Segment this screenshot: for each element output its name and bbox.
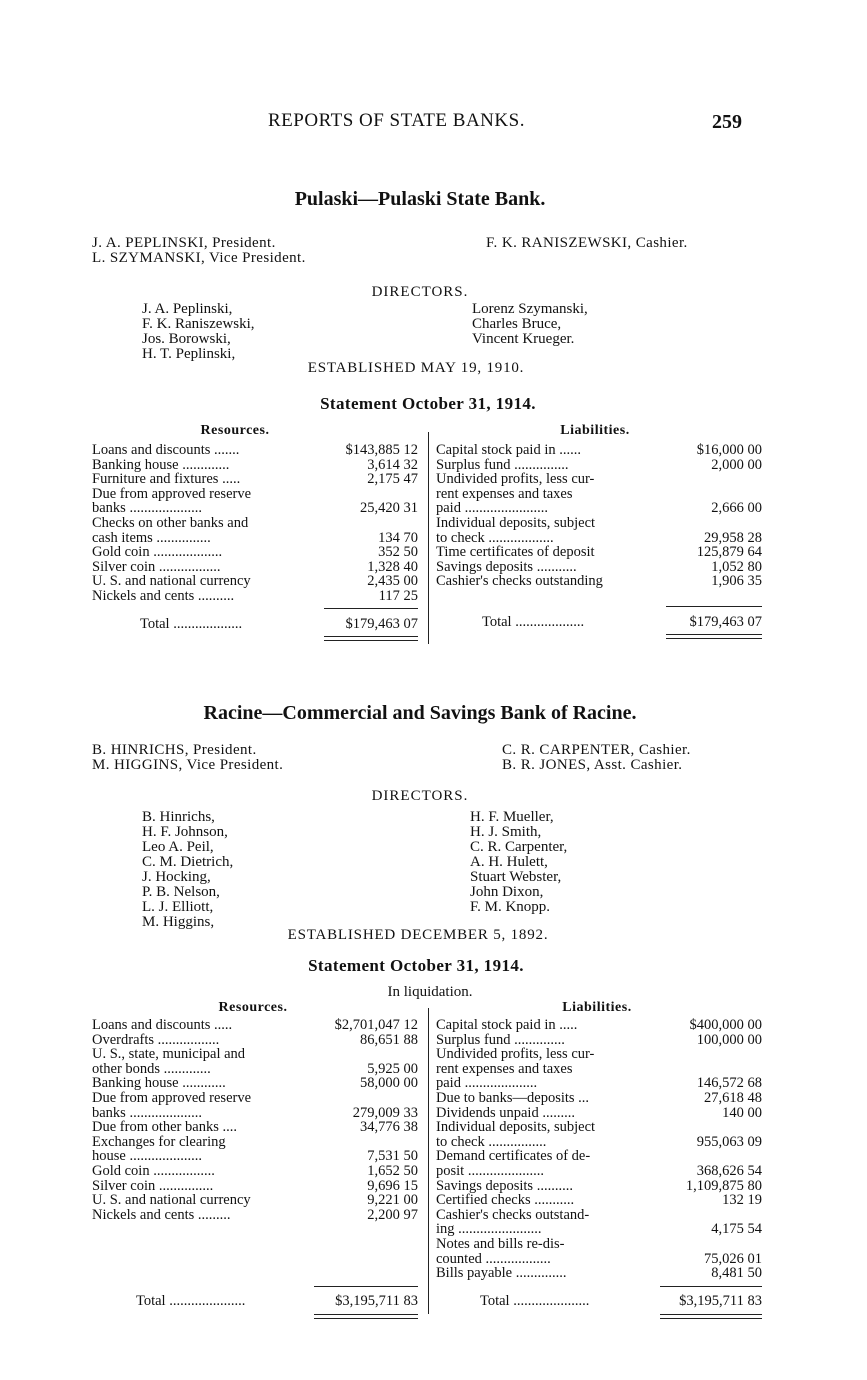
table-row — [92, 1208, 418, 1223]
officer-line: F. K. RANISZEWSKI, Cashier. — [486, 235, 688, 251]
resources-heading: Resources. — [218, 1000, 288, 1015]
row-amount: 8,481 50 — [711, 1265, 762, 1282]
row-label: Silver coin ................. — [92, 559, 221, 575]
table-row — [92, 589, 418, 604]
running-title: REPORTS OF STATE BANKS. — [268, 110, 525, 131]
row-label: Loans and discounts ....... — [92, 443, 240, 458]
director-name: H. F. Mueller, — [470, 809, 554, 825]
row-amount — [670, 1149, 762, 1164]
row-amount — [670, 472, 762, 487]
table-row — [92, 501, 418, 516]
row-label: Banking house ............. — [92, 457, 230, 473]
liabilities-total-row — [482, 615, 762, 630]
total-amount: $3,195,711 83 — [679, 1293, 762, 1309]
row-amount: 1,052 80 — [711, 558, 762, 575]
row-amount — [326, 1091, 418, 1106]
director-name: Vincent Krueger. — [472, 331, 575, 347]
directors-heading: DIRECTORS. — [371, 284, 469, 300]
director-name: H. F. Johnson, — [142, 824, 228, 840]
row-amount: 2,000 00 — [711, 456, 762, 473]
table-row — [436, 1033, 762, 1048]
table-row — [92, 1179, 418, 1194]
row-amount: $400,000 00 — [689, 1017, 762, 1033]
row-label: Savings deposits .......... — [436, 1178, 573, 1194]
row-amount: 86,651 88 — [360, 1031, 418, 1048]
director-name: A. H. Hulett, — [470, 854, 548, 870]
row-amount — [670, 1237, 762, 1252]
table-row — [92, 1018, 418, 1033]
row-amount — [670, 1062, 762, 1077]
row-amount: 3,614 32 — [367, 456, 418, 473]
director-name: P. B. Nelson, — [142, 884, 220, 900]
bank-title: Racine—Commercial and Savings Bank of Racine. — [203, 702, 637, 724]
row-amount: 1,906 35 — [711, 573, 762, 590]
director-name: Stuart Webster, — [470, 869, 562, 885]
double-rule — [324, 640, 418, 641]
row-amount: 9,696 15 — [367, 1177, 418, 1194]
row-label: Due from approved reserve — [92, 486, 252, 502]
table-row — [92, 1091, 418, 1106]
liabilities-table — [436, 1018, 762, 1281]
row-label: Silver coin ............... — [92, 1178, 214, 1194]
table-row — [436, 458, 762, 473]
row-label: Notes and bills re-dis- — [436, 1236, 565, 1252]
director-name: Charles Bruce, — [472, 316, 562, 332]
double-rule — [660, 1318, 762, 1319]
row-label: Cashier's checks outstand- — [436, 1207, 590, 1223]
row-label: Undivided profits, less cur- — [436, 472, 595, 487]
resources-heading: Resources. — [200, 423, 270, 438]
row-amount: 368,626 54 — [696, 1162, 762, 1179]
resources-total-row — [136, 1294, 418, 1309]
statement-heading: Statement October 31, 1914. — [320, 394, 536, 413]
row-amount: 27,618 48 — [704, 1089, 762, 1106]
bank-title: Pulaski—Pulaski State Bank. — [294, 188, 546, 210]
row-label: rent expenses and taxes — [436, 1061, 573, 1077]
row-label: Savings deposits ........... — [436, 559, 577, 575]
row-label: U. S. and national currency — [92, 1193, 251, 1208]
table-row — [436, 472, 762, 487]
row-amount — [670, 1047, 762, 1062]
row-amount: 146,572 68 — [696, 1075, 762, 1092]
officer-line: B. HINRICHS, President. — [92, 742, 257, 758]
row-label: Bills payable .............. — [436, 1266, 567, 1281]
total-amount: $179,463 07 — [689, 614, 762, 630]
row-amount: 2,175 47 — [367, 471, 418, 488]
directors-right — [472, 302, 588, 347]
officer-line: B. R. JONES, Asst. Cashier. — [502, 757, 683, 773]
row-label: Undivided profits, less cur- — [436, 1047, 595, 1062]
officer-line: J. A. PEPLINSKI, President. — [92, 235, 276, 251]
row-amount: 29,958 28 — [704, 529, 762, 546]
officers-left — [92, 743, 283, 773]
row-label: Cashier's checks outstanding — [436, 574, 603, 589]
officers-right — [486, 236, 688, 251]
column-divider — [428, 432, 429, 644]
page-number: 259 — [712, 111, 742, 133]
row-label: U. S., state, municipal and — [92, 1047, 246, 1062]
director-name: J. Hocking, — [142, 869, 211, 885]
row-label: banks .................... — [92, 1105, 202, 1121]
row-amount: 2,435 00 — [367, 573, 418, 590]
row-label: other bonds ............. — [92, 1061, 211, 1077]
table-row — [92, 443, 418, 458]
table-row — [92, 1106, 418, 1121]
row-label: rent expenses and taxes — [436, 486, 573, 502]
director-name: F. K. Raniszewski, — [142, 316, 255, 332]
table-row — [436, 487, 762, 502]
table-row — [436, 1076, 762, 1091]
table-row — [436, 1047, 762, 1062]
row-amount: 117 25 — [378, 587, 418, 604]
liabilities-heading: Liabilities. — [562, 1000, 632, 1015]
table-row — [436, 1266, 762, 1281]
row-amount — [326, 487, 418, 502]
table-row — [436, 531, 762, 546]
established-date: ESTABLISHED MAY 19, 1910. — [307, 360, 525, 376]
table-row — [92, 487, 418, 502]
officer-line: M. HIGGINS, Vice President. — [92, 757, 284, 773]
directors-right — [470, 810, 567, 915]
table-row — [92, 1047, 418, 1062]
director-name: F. M. Knopp. — [470, 899, 551, 915]
table-row — [436, 560, 762, 575]
table-row — [436, 1237, 762, 1252]
director-name: Lorenz Szymanski, — [472, 301, 588, 317]
column-divider — [428, 1008, 429, 1314]
table-row — [436, 1208, 762, 1223]
total-amount: $179,463 07 — [345, 616, 418, 632]
row-label: house .................... — [92, 1149, 202, 1164]
row-amount: $16,000 00 — [696, 442, 762, 458]
row-amount: 5,925 00 — [367, 1060, 418, 1077]
double-rule — [314, 1314, 418, 1315]
row-label: Overdrafts ................. — [92, 1032, 220, 1048]
row-label: Dividends unpaid ......... — [436, 1105, 575, 1121]
table-row — [92, 1062, 418, 1077]
row-label: to check ................ — [436, 1134, 547, 1150]
resources-table — [92, 443, 418, 604]
table-row — [92, 1149, 418, 1164]
table-row — [92, 1120, 418, 1135]
row-amount: 58,000 00 — [360, 1075, 418, 1092]
total-label: Total ..................... — [136, 1294, 246, 1309]
table-row — [92, 516, 418, 531]
row-amount: 132 19 — [722, 1192, 762, 1209]
row-amount — [326, 1135, 418, 1150]
table-row — [92, 472, 418, 487]
row-amount: 2,666 00 — [711, 500, 762, 517]
row-amount: 100,000 00 — [696, 1031, 762, 1048]
director-name: H. T. Peplinski, — [142, 346, 236, 362]
table-row — [436, 1252, 762, 1267]
double-rule — [324, 636, 418, 637]
directors-left — [142, 302, 255, 362]
row-amount — [670, 516, 762, 531]
row-label: Banking house ............ — [92, 1076, 226, 1091]
table-row — [92, 1193, 418, 1208]
table-row — [92, 531, 418, 546]
directors-heading: DIRECTORS. — [371, 788, 469, 804]
row-amount: 75,026 01 — [704, 1250, 762, 1267]
row-label: Capital stock paid in ...... — [436, 443, 581, 458]
row-label: Gold coin ................. — [92, 1163, 215, 1179]
subtotal-rule — [666, 606, 762, 607]
total-label: Total ..................... — [480, 1294, 590, 1309]
row-amount: 1,328 40 — [367, 558, 418, 575]
table-row — [436, 1106, 762, 1121]
liabilities-total-row — [480, 1294, 762, 1309]
table-row — [436, 574, 762, 589]
directors-left — [142, 810, 233, 930]
director-name: Jos. Borowski, — [142, 331, 231, 347]
table-row — [436, 1135, 762, 1150]
director-name: John Dixon, — [470, 884, 544, 900]
liabilities-table — [436, 443, 762, 589]
row-amount — [326, 1047, 418, 1062]
officer-line: C. R. CARPENTER, Cashier. — [502, 742, 691, 758]
row-label: Capital stock paid in ..... — [436, 1018, 578, 1033]
table-row — [436, 516, 762, 531]
row-label: Certified checks ........... — [436, 1193, 575, 1208]
director-name: L. J. Elliott, — [142, 899, 214, 915]
total-label: Total ................... — [140, 617, 243, 632]
total-label: Total ................... — [482, 615, 585, 630]
row-label: banks .................... — [92, 501, 202, 516]
table-row — [436, 443, 762, 458]
row-label: Checks on other banks and — [92, 515, 249, 531]
row-amount: $2,701,047 12 — [334, 1017, 418, 1033]
row-label: cash items ............... — [92, 530, 211, 546]
table-row — [436, 1091, 762, 1106]
director-name: H. J. Smith, — [470, 824, 542, 840]
table-row — [436, 1193, 762, 1208]
row-label: paid .................... — [436, 1076, 538, 1091]
row-label: counted .................. — [436, 1251, 551, 1267]
table-row — [92, 1135, 418, 1150]
row-label: Due from other banks .... — [92, 1120, 237, 1135]
row-amount: 134 70 — [378, 529, 418, 546]
row-amount: 279,009 33 — [352, 1104, 418, 1121]
subtotal-rule — [324, 608, 418, 609]
total-amount: $3,195,711 83 — [335, 1293, 418, 1309]
director-name: M. Higgins, — [142, 914, 215, 930]
established-date: ESTABLISHED DECEMBER 5, 1892. — [287, 927, 549, 943]
director-name: B. Hinrichs, — [142, 809, 215, 825]
director-name: J. A. Peplinski, — [142, 301, 233, 317]
director-name: C. R. Carpenter, — [470, 839, 568, 855]
liabilities-heading: Liabilities. — [560, 423, 630, 438]
row-amount: 7,531 50 — [367, 1148, 418, 1165]
director-name: Leo A. Peil, — [142, 839, 214, 855]
row-label: Furniture and fixtures ..... — [92, 472, 241, 487]
subtotal-rule — [660, 1286, 762, 1287]
double-rule — [666, 634, 762, 635]
row-amount — [670, 487, 762, 502]
table-row — [436, 1120, 762, 1135]
table-row — [436, 1149, 762, 1164]
subtotal-rule — [314, 1286, 418, 1287]
statement-heading: Statement October 31, 1914. — [308, 956, 524, 975]
row-label: U. S. and national currency — [92, 574, 251, 589]
table-row — [436, 1018, 762, 1033]
row-amount: $143,885 12 — [345, 442, 418, 458]
row-label: Due to banks—deposits ... — [436, 1090, 590, 1106]
row-label: posit ..................... — [436, 1163, 544, 1179]
row-amount: 2,200 97 — [367, 1206, 418, 1223]
row-amount: 125,879 64 — [696, 544, 762, 561]
row-label: paid ....................... — [436, 501, 548, 516]
director-name: C. M. Dietrich, — [142, 854, 234, 870]
table-row — [92, 458, 418, 473]
row-amount: 955,063 09 — [696, 1133, 762, 1150]
resources-table — [92, 1018, 418, 1222]
row-label: to check .................. — [436, 530, 554, 546]
table-row — [436, 1179, 762, 1194]
row-amount: 9,221 00 — [367, 1192, 418, 1209]
liquidation-note: In liquidation. — [387, 984, 473, 1000]
row-amount: 4,175 54 — [711, 1221, 762, 1238]
row-label: Demand certificates of de- — [436, 1149, 591, 1164]
table-row — [92, 1076, 418, 1091]
row-label: Due from approved reserve — [92, 1090, 252, 1106]
double-rule — [314, 1318, 418, 1319]
row-label: Individual deposits, subject — [436, 515, 596, 531]
table-row — [436, 1164, 762, 1179]
officers-left — [92, 236, 306, 266]
row-amount: 25,420 31 — [360, 500, 418, 517]
table-row — [436, 501, 762, 516]
table-row — [436, 1222, 762, 1237]
row-label: Nickels and cents .......... — [92, 588, 235, 604]
row-label: Surplus fund ............... — [436, 457, 569, 473]
double-rule — [666, 638, 762, 639]
row-label: Individual deposits, subject — [436, 1120, 596, 1135]
row-label: Nickels and cents ......... — [92, 1207, 231, 1223]
officer-line: L. SZYMANSKI, Vice President. — [92, 250, 306, 266]
table-row — [436, 1062, 762, 1077]
row-label: ing ....................... — [436, 1222, 542, 1237]
table-row — [92, 574, 418, 589]
row-amount — [670, 1208, 762, 1223]
resources-total-row — [140, 617, 418, 632]
row-amount: 1,109,875 80 — [685, 1177, 762, 1194]
officers-right — [502, 743, 691, 773]
row-amount: 352 50 — [378, 544, 418, 561]
row-amount: 1,652 50 — [367, 1162, 418, 1179]
row-label: Gold coin ................... — [92, 545, 223, 560]
table-row — [92, 560, 418, 575]
table-row — [92, 1164, 418, 1179]
row-label: Surplus fund .............. — [436, 1032, 565, 1048]
row-amount — [670, 1120, 762, 1135]
row-label: Time certificates of deposit — [436, 545, 595, 560]
table-row — [436, 545, 762, 560]
double-rule — [660, 1314, 762, 1315]
row-label: Loans and discounts ..... — [92, 1018, 233, 1033]
row-amount: 140 00 — [722, 1104, 762, 1121]
table-row — [92, 545, 418, 560]
row-amount: 34,776 38 — [360, 1119, 418, 1136]
table-row — [92, 1033, 418, 1048]
row-label: Exchanges for clearing — [92, 1134, 226, 1150]
row-amount — [326, 516, 418, 531]
